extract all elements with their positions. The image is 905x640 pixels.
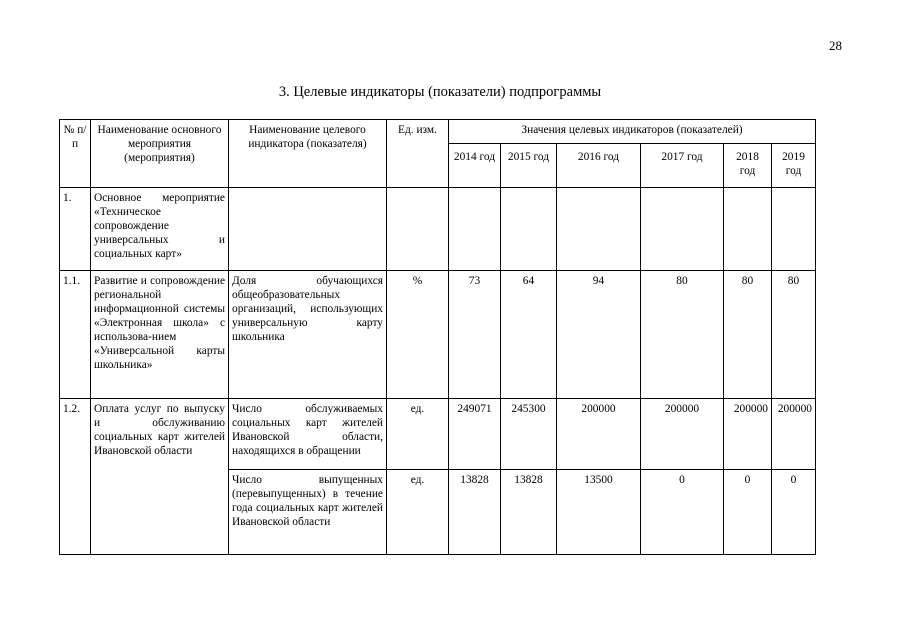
- row-unit: ед.: [387, 399, 449, 470]
- table-row: [60, 188, 816, 271]
- row-unit: ед.: [387, 470, 449, 555]
- header-year-2014: 2014 год: [449, 144, 501, 188]
- value-2015: 13828: [501, 470, 557, 555]
- row-indicator: Доля обучающихся общеобразовательных организаций, использующих универсальную карту школьника: [229, 271, 387, 399]
- value-2016: 94: [557, 271, 641, 399]
- row-num: 1.2.: [60, 399, 91, 555]
- row-event: Развитие и сопровождение региональной информационной системы «Электронная школа» с использова-нием «Универсальной карты школьника»: [91, 271, 229, 399]
- empty-cell: [724, 188, 772, 271]
- row-num: 1.: [60, 188, 91, 271]
- header-num: № п/п: [60, 120, 91, 188]
- header-year-2019: 2019 год: [772, 144, 816, 188]
- row-event: Оплата услуг по выпуску и обслуживанию социальных карт жителей Ивановской области: [91, 399, 229, 555]
- value-2019: 200000: [772, 399, 816, 470]
- value-2014: 73: [449, 271, 501, 399]
- row-event: Основное мероприятие «Техническое сопровождение универсальных и социальных карт»: [91, 188, 229, 271]
- header-year-2016: 2016 год: [557, 144, 641, 188]
- row-indicator: Число обслуживаемых социальных карт жителей Ивановской области, находящихся в обращении: [229, 399, 387, 470]
- row-unit: %: [387, 271, 449, 399]
- value-2019: 0: [772, 470, 816, 555]
- table-row: [60, 399, 816, 470]
- header-year-2018: 2018 год: [724, 144, 772, 188]
- value-2016: 200000: [557, 399, 641, 470]
- header-row: [60, 120, 816, 144]
- header-values: Значения целевых индикаторов (показателей): [449, 120, 816, 144]
- header-indicator: Наименование целевого индикатора (показателя): [229, 120, 387, 188]
- page-number: 28: [829, 38, 842, 53]
- empty-cell: [641, 188, 724, 271]
- header-unit: Ед. изм.: [387, 120, 449, 188]
- value-2016: 13500: [557, 470, 641, 555]
- value-2019: 80: [772, 271, 816, 399]
- value-2018: 0: [724, 470, 772, 555]
- empty-cell: [387, 188, 449, 271]
- empty-cell: [449, 188, 501, 271]
- value-2014: 13828: [449, 470, 501, 555]
- value-2017: 0: [641, 470, 724, 555]
- value-2015: 64: [501, 271, 557, 399]
- empty-cell: [501, 188, 557, 271]
- value-2014: 249071: [449, 399, 501, 470]
- value-2018: 80: [724, 271, 772, 399]
- header-year-2017: 2017 год: [641, 144, 724, 188]
- header-year-2015: 2015 год: [501, 144, 557, 188]
- value-2017: 80: [641, 271, 724, 399]
- row-indicator: Число выпущенных (перевыпущенных) в течение года социальных карт жителей Ивановской области: [229, 470, 387, 555]
- header-event: Наименование основного мероприятия (мероприятия): [91, 120, 229, 188]
- row-num: 1.1.: [60, 271, 91, 399]
- page-title: 3. Целевые индикаторы (показатели) подпрограммы: [278, 84, 602, 100]
- empty-cell: [557, 188, 641, 271]
- value-2017: 200000: [641, 399, 724, 470]
- value-2015: 245300: [501, 399, 557, 470]
- indicators-table: [59, 119, 816, 555]
- table-row: [60, 271, 816, 399]
- empty-cell: [772, 188, 816, 271]
- empty-cell: [229, 188, 387, 271]
- value-2018: 200000: [724, 399, 772, 470]
